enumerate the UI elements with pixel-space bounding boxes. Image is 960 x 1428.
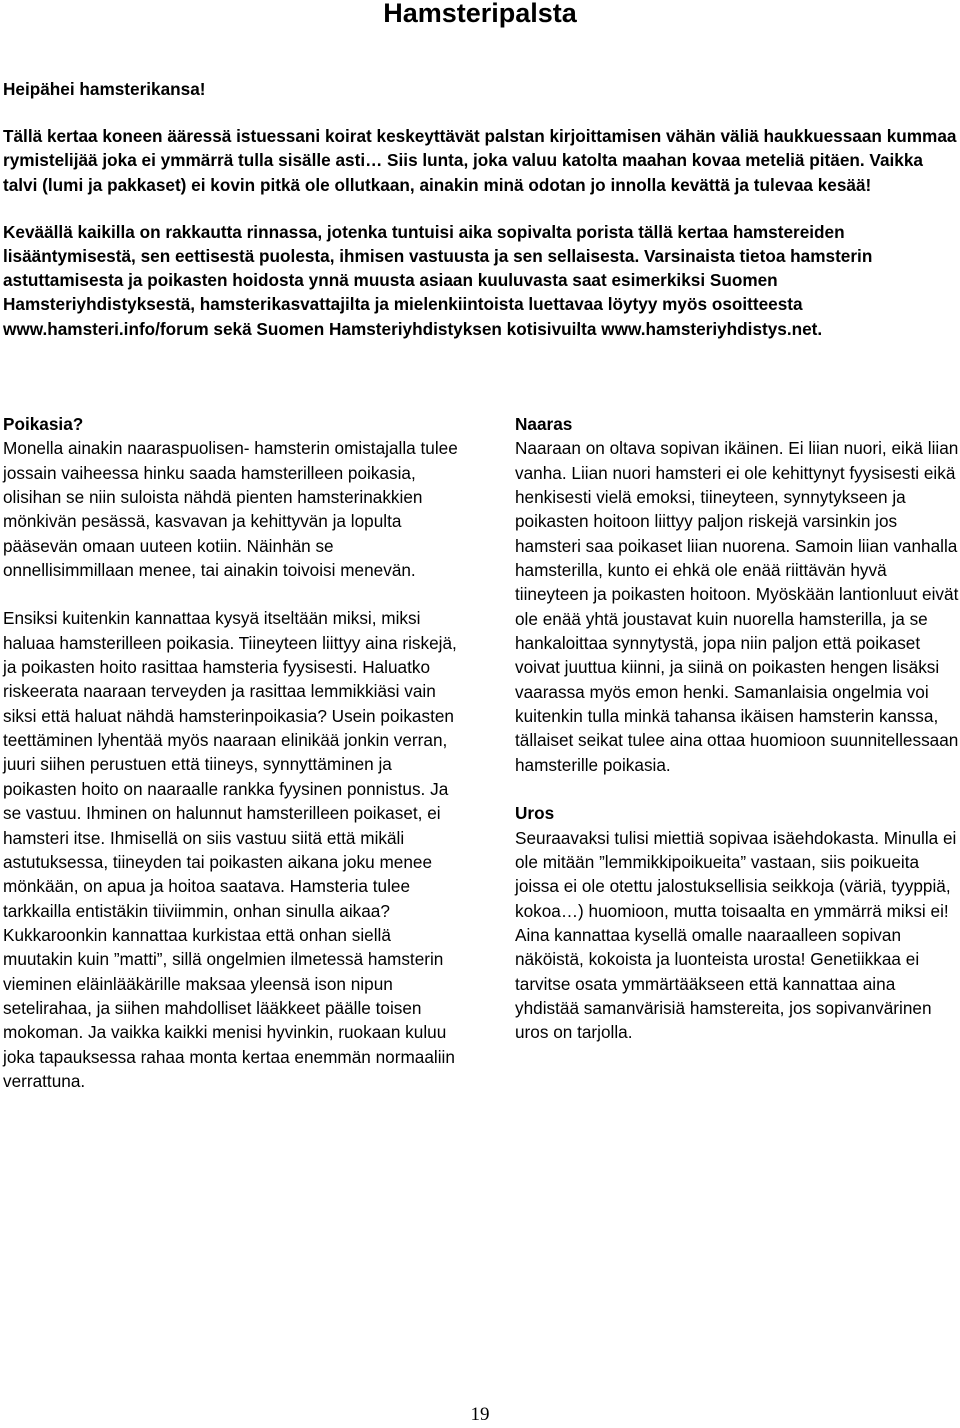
- greeting: Heipähei hamsterikansa!: [3, 79, 206, 99]
- body-paragraph: Naaraan on oltava sopivan ikäinen. Ei liian nuori, eikä liian vanha. Liian nuori hamsteri ei ole kehittynyt fyysisesti eikä henkisesti vielä emoksi, tiineyteen, synnytykseen ja poikasten hoitoon liittyy paljon riskejä varsinkin jos hamsteri saa poikaset liian nuorena. Samoin liian vanhalla hamsterilla, kunto ei ehkä ole enää riittävän hyvä tiineyteen ja poikasten hoitoon. Myöskään lantionluut eivät ole enää yhtä joustavat kuin nuorella hamsterilla, ja se hankaloittaa synnytystä, jopa niin paljon että poikaset voivat juuttua kiinni, ja siinä on poikasten hengen lisäksi vaarassa myös emon henki. Samanlaisia ongelmia voi kuitenkin tulla minkä tahansa ikäisen hamsterin kanssa, tällaiset seikat tulee aina ottaa huomioon suunnitellessaan hamsterille poikasia.: [515, 438, 959, 775]
- intro-section: [3, 77, 958, 341]
- page-title: Hamsteripalsta: [383, 0, 577, 28]
- right-column: [515, 412, 960, 1045]
- intro-paragraph: Keväällä kaikilla on rakkautta rinnassa, jotenka tuntuisi aika sopivalta porista tällä kertaa hamstereiden lisääntymisestä, sen eettisestä puolesta, ihmisen vastuusta ja sen sellaisesta. Varsinaista tietoa hamsterin astuttamisesta ja poikasten hoidosta ynnä muusta asiaan kuuluvasta saat esimerkiksi Suomen Hamsteriyhdistyksestä, hamsterikasvattajilta ja mielenkiintoista luettavaa löytyy myös osoitteesta www.hamsteri.info/forum sekä Suomen Hamsteriyhdistyksen kotisivuilta www.hamsteriyhdistys.net.: [3, 221, 873, 339]
- body-paragraph: Monella ainakin naaraspuolisen- hamsterin omistajalla tulee jossain vaiheessa hinku saada hamsterilleen poikasia, olisihan se niin suloista nähdä pienten hamsterinakkien mönkivän pesässä, kasvavan ja kehittyvän ja lopulta pääsevän omaan uuteen kotiin. Näinhän se onnellisimmillaan menee, tai ainakin toivoisi menevän.: [3, 438, 458, 581]
- section-heading: Naaras: [515, 414, 573, 434]
- page-number: 19: [470, 1404, 490, 1425]
- left-column: [3, 412, 461, 1093]
- body-paragraph: Seuraavaksi tulisi miettiä sopivaa isäehdokasta. Minulla ei ole mitään ”lemmikkipoikueita” vastaan, siis poikueita joissa ei ole otettu jalostuksellisia seikkoja (väriä, tyyppiä, kokoa…) huomioon, mutta toisaalta en ymmärrä miksi ei! Aina kannattaa kysellä omalle naaraalleen sopivan näköistä, kokoista ja luonteista urosta! Genetiikkaa ei tarvitse osata ymmärtääkseen että kannattaa aina yhdistää samanvärisiä hamstereita, jos sopivanvärinen uros on tarjolla.: [515, 827, 957, 1043]
- intro-paragraph: Tällä kertaa koneen ääressä istuessani koirat keskeyttävät palstan kirjoittamisen vähän väliä haukkuessaan kummaa rymistelijää joka ei ymmärrä tulla sisälle asti… Siis lunta, joka valuu katolta maahan kovaa meteliä pitäen. Vaikka talvi (lumi ja pakkaset) ei kovin pitkä ole ollutkaan, ainakin minä odotan jo innolla kevättä ja tulevaa kesää!: [3, 126, 957, 195]
- body-paragraph: Ensiksi kuitenkin kannattaa kysyä itseltään miksi, miksi haluaa hamsterilleen poikasia. Tiineyteen liittyy aina riskejä, ja poikasten hoito rasittaa hamsteria fyysisesti. Haluatko riskeerata naaraan terveyden ja rasittaa lemmikkiäsi vain siksi että haluat nähdä hamsterinpoikasia? Usein poikasten teettäminen lyhentää myös naaraan elinikää jonkin verran, juuri siihen perustuen että tiineys, synnyttäminen ja poikasten hoito on naaraalle rankka fyysinen ponnistus. Ja se vastuu. Ihminen on halunnut hamsterilleen poikaset, ei hamsteri itse. Ihmisellä on siis vastuu siitä että mikäli astutuksessa, tiineyden tai poikasten aikana joku menee mönkään, on apua ja hoitoa saatava. Hamsteria tulee tarkkailla entistäkin tiiviimmin, onhan sinulla aikaa? Kukkaroonkin kannattaa kurkistaa että onhan siellä muutakin kuin ”matti”, sillä ongelmien ilmetessä hamsterin vieminen eläinlääkärille maksaa yleensä ison nipun setelirahaa, ja siihen mahdolliset lääkkeet päälle toisen mokoman. Ja vaikka kaikki menisi hyvinkin, ruokaan kuluu joka tapauksessa rahaa monta kertaa enemmän normaaliin verrattuna.: [3, 608, 457, 1091]
- section-heading: Uros: [515, 803, 555, 824]
- section-heading: Poikasia?: [3, 414, 84, 434]
